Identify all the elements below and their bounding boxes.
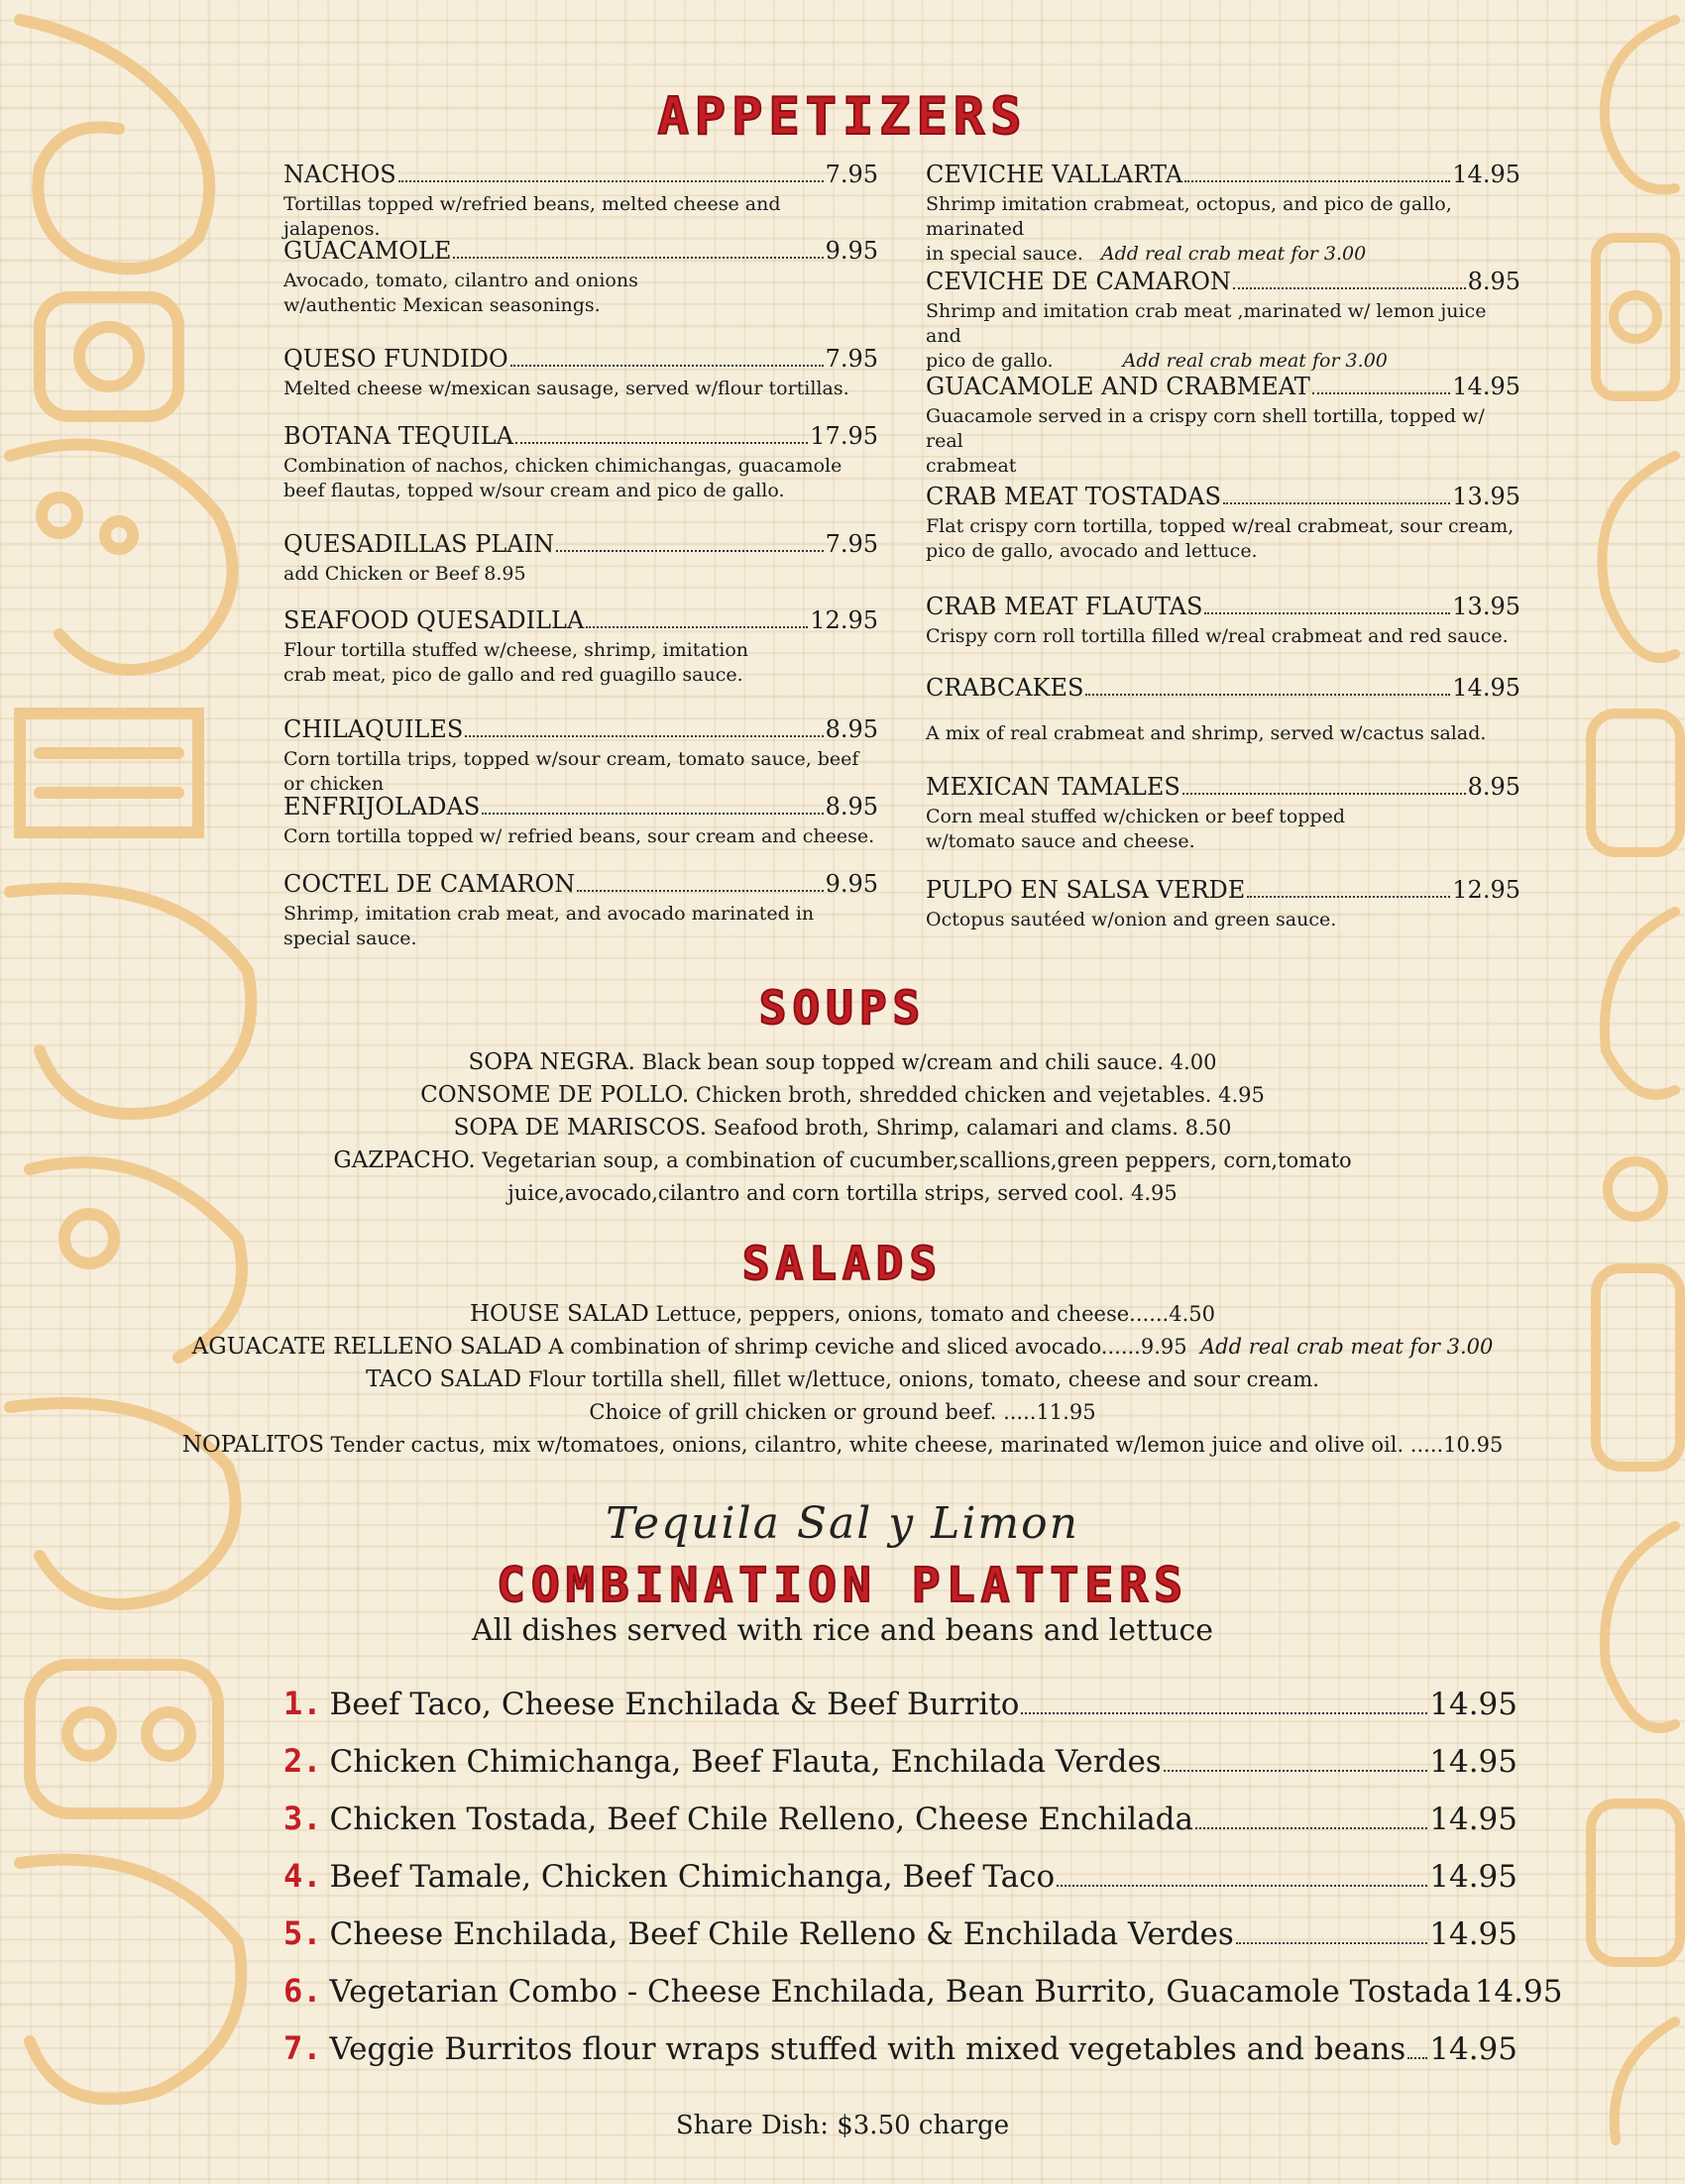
combo-text: Cheese Enchilada, Beef Chile Relleno & Enchilada Verdes	[329, 1916, 1234, 1952]
item-price: 7.95	[825, 161, 878, 188]
salad-item: NOPALITOS Tender cactus, mix w/tomatoes, onions, cilantro, white cheese, marinated w/lemon juice and olive oil. .....10.95	[181, 1432, 1504, 1458]
menu-item	[926, 773, 1520, 854]
menu-item	[283, 715, 878, 797]
item-price: 12.95	[810, 606, 878, 634]
item-name: SEAFOOD QUESADILLA	[283, 606, 585, 634]
item-description: Crispy corn roll tortilla filled w/real crabmeat and red sauce.	[926, 625, 1509, 647]
combo-price: 14.95	[1429, 1687, 1517, 1722]
item-description: Tortillas topped w/refried beans, melted cheese and jalapenos.	[283, 193, 781, 240]
soups-heading: SOUPS	[758, 981, 927, 1035]
item-description: add Chicken or Beef 8.95	[283, 563, 526, 585]
item-price: 9.95	[825, 237, 878, 265]
soup-item: CONSOME DE POLLO. Chicken broth, shredded chicken and vejetables. 4.95	[420, 1082, 1265, 1108]
menu-item	[283, 422, 878, 503]
soup-item: SOPA NEGRA. Black bean soup topped w/cream and chili sauce. 4.00	[468, 1049, 1217, 1075]
leader-dots	[1184, 180, 1450, 182]
item-name: CEVICHE VALLARTA	[926, 161, 1183, 188]
combo-number: 4.	[283, 1857, 322, 1895]
combo-text: Chicken Chimichanga, Beef Flauta, Enchilada Verdes	[329, 1744, 1162, 1780]
leader-dots	[1195, 1827, 1427, 1829]
combo-text: Chicken Tostada, Beef Chile Relleno, Cheese Enchilada	[329, 1802, 1194, 1837]
combo-number: 6.	[283, 1972, 322, 2010]
leader-dots	[398, 180, 824, 182]
combo-item	[283, 1972, 1563, 2011]
leader-dots	[1164, 1770, 1428, 1772]
menu-item	[283, 237, 878, 318]
menu-item	[926, 268, 1520, 374]
item-name: COCTEL DE CAMARON	[283, 870, 576, 898]
combo-price: 14.95	[1429, 1916, 1517, 1952]
combo-price: 14.95	[1429, 1744, 1517, 1780]
item-name: GUACAMOLE	[283, 237, 452, 265]
menu-item	[926, 373, 1520, 479]
leader-dots	[1233, 287, 1466, 289]
item-price: 7.95	[825, 345, 878, 373]
menu-item	[926, 161, 1520, 267]
item-description: Flour tortilla stuffed w/cheese, shrimp, imitation crab meat, pico de gallo and red guagillo sauce.	[283, 639, 749, 686]
leader-dots	[556, 550, 823, 552]
salad-item: Choice of grill chicken or ground beef. .....11.95	[589, 1400, 1096, 1424]
menu-item	[283, 161, 878, 242]
leader-dots	[1312, 392, 1451, 394]
item-price: 8.95	[1467, 773, 1520, 801]
item-description: A mix of real crabmeat and shrimp, served w/cactus salad.	[926, 722, 1487, 744]
item-price: 12.95	[1452, 876, 1520, 904]
combo-price: 14.95	[1429, 1859, 1517, 1895]
soup-item: SOPA DE MARISCOS. Seafood broth, Shrimp, calamari and clams. 8.50	[453, 1115, 1232, 1141]
menu-item	[283, 530, 878, 587]
combo-number: 7.	[283, 2029, 322, 2067]
combo-item	[283, 1857, 1517, 1896]
combo-number: 1.	[283, 1685, 322, 1722]
combo-price: 14.95	[1429, 2031, 1517, 2067]
item-price: 8.95	[1467, 268, 1520, 295]
menu-item	[283, 870, 878, 951]
combo-item	[283, 1800, 1517, 1838]
salad-item: AGUACATE RELLENO SALAD A combination of shrimp ceviche and sliced avocado......9.95 Add real crab meat for 3.00	[191, 1334, 1494, 1360]
leader-dots	[586, 626, 808, 628]
item-name: CRAB MEAT TOSTADAS	[926, 483, 1221, 510]
item-description: Shrimp, imitation crab meat, and avocado marinated in special sauce.	[283, 903, 815, 949]
leader-dots	[1247, 896, 1450, 898]
menu-item	[283, 793, 878, 849]
item-name: NACHOS	[283, 161, 396, 188]
item-price: 14.95	[1452, 674, 1520, 702]
leader-dots	[515, 442, 808, 444]
combo-subtitle: All dishes served with rice and beans and lettuce	[471, 1613, 1214, 1648]
leader-dots	[1204, 612, 1450, 614]
menu-item	[926, 593, 1520, 649]
item-name: QUESO FUNDIDO	[283, 345, 508, 373]
leader-dots	[1182, 793, 1466, 795]
item-name: CRAB MEAT FLAUTAS	[926, 593, 1203, 620]
item-description: Corn tortilla trips, topped w/sour cream, tomato sauce, beef or chicken	[283, 748, 859, 795]
soup-item: GAZPACHO. Vegetarian soup, a combination of cucumber,scallions,green peppers, corn,tomato	[333, 1147, 1352, 1173]
menu-item	[926, 876, 1520, 932]
combo-text: Vegetarian Combo - Cheese Enchilada, Bean Burrito, Guacamole Tostada	[329, 1974, 1471, 2010]
item-description: Shrimp imitation crabmeat, octopus, and pico de gallo, marinated in special sauce. Add real crab meat for 3.00	[926, 193, 1452, 265]
item-note: Add real crab meat for 3.00	[1122, 350, 1388, 372]
item-description: Shrimp and imitation crab meat ,marinated w/ lemon juice and pico de gallo. Add real crab meat for 3.00	[926, 300, 1487, 372]
combo-price: 14.95	[1429, 1802, 1517, 1837]
item-price: 7.95	[825, 530, 878, 558]
leader-dots	[1021, 1712, 1427, 1714]
leader-dots	[577, 890, 823, 892]
item-description: Melted cheese w/mexican sausage, served w/flour tortillas.	[283, 378, 849, 399]
combo-price: 14.95	[1474, 1974, 1563, 2010]
combo-item	[283, 1914, 1517, 1953]
item-description: Flat crispy corn tortilla, topped w/real crabmeat, sour cream, pico de gallo, avocado and lettuce.	[926, 515, 1515, 562]
salads-list	[0, 1298, 1685, 1462]
combo-text: Veggie Burritos flour wraps stuffed with mixed vegetables and beans	[329, 2031, 1406, 2067]
soups-list	[0, 1046, 1685, 1210]
combo-text: Beef Taco, Cheese Enchilada & Beef Burrito	[329, 1687, 1020, 1722]
leader-dots	[510, 365, 824, 367]
menu-item	[283, 345, 878, 401]
combo-item	[283, 2029, 1517, 2068]
salads-heading: SALADS	[741, 1237, 944, 1290]
restaurant-name: Tequila Sal y Limon	[606, 1498, 1079, 1549]
item-description: Corn meal stuffed w/chicken or beef topped w/tomato sauce and cheese.	[926, 806, 1345, 852]
item-price: 8.95	[825, 715, 878, 743]
combination-platters-heading: COMBINATION PLATTERS	[497, 1558, 1188, 1613]
salad-item: TACO SALAD Flour tortilla shell, fillet w/lettuce, onions, tomato, cheese and sour cream.	[366, 1366, 1319, 1392]
combo-item	[283, 1742, 1517, 1781]
leader-dots	[482, 813, 823, 815]
item-name: MEXICAN TAMALES	[926, 773, 1180, 801]
combo-text: Beef Tamale, Chicken Chimichanga, Beef Taco	[329, 1859, 1056, 1895]
item-name: CRABCAKES	[926, 674, 1084, 702]
item-name: GUACAMOLE AND CRABMEAT	[926, 373, 1310, 400]
item-name: CHILAQUILES	[283, 715, 464, 743]
combo-number: 3.	[283, 1800, 322, 1837]
leader-dots	[453, 257, 823, 259]
salad-item: HOUSE SALAD Lettuce, peppers, onions, tomato and cheese......4.50	[470, 1301, 1215, 1327]
leader-dots	[465, 735, 823, 737]
leader-dots	[1407, 2057, 1427, 2059]
salad-note: Add real crab meat for 3.00	[1199, 1335, 1494, 1359]
item-name: ENFRIJOLADAS	[283, 793, 481, 820]
item-price: 13.95	[1452, 593, 1520, 620]
item-description: Combination of nachos, chicken chimichangas, guacamole beef flautas, topped w/sour cream and pico de gallo.	[283, 455, 842, 501]
item-description: Corn tortilla topped w/ refried beans, sour cream and cheese.	[283, 825, 875, 847]
item-note: Add real crab meat for 3.00	[1100, 243, 1367, 265]
item-name: PULPO EN SALSA VERDE	[926, 876, 1246, 904]
item-description: Avocado, tomato, cilantro and onions w/authentic Mexican seasonings.	[283, 270, 638, 316]
item-price: 14.95	[1452, 373, 1520, 400]
item-description: Octopus sautéed w/onion and green sauce.	[926, 909, 1337, 930]
leader-dots	[1236, 1942, 1427, 1944]
item-price: 8.95	[825, 793, 878, 820]
item-price: 13.95	[1452, 483, 1520, 510]
item-name: BOTANA TEQUILA	[283, 422, 513, 450]
item-name: QUESADILLAS PLAIN	[283, 530, 555, 558]
leader-dots	[1223, 502, 1450, 504]
combo-number: 2.	[283, 1742, 322, 1780]
item-description: Guacamole served in a crispy corn shell tortilla, topped w/ real crabmeat	[926, 405, 1485, 477]
item-price: 9.95	[825, 870, 878, 898]
leader-dots	[1057, 1885, 1427, 1887]
item-price: 17.95	[810, 422, 878, 450]
menu-item	[926, 674, 1520, 746]
menu-item	[283, 606, 878, 688]
item-price: 14.95	[1452, 161, 1520, 188]
appetizers-heading: APPETIZERS	[657, 87, 1028, 147]
combo-number: 5.	[283, 1914, 322, 1952]
soup-item: juice,avocado,cilantro and corn tortilla strips, served cool. 4.95	[507, 1181, 1178, 1205]
share-dish-note: Share Dish: $3.50 charge	[675, 2111, 1010, 2140]
menu-item	[926, 483, 1520, 564]
combo-item	[283, 1685, 1517, 1723]
item-name: CEVICHE DE CAMARON	[926, 268, 1231, 295]
leader-dots	[1085, 694, 1450, 696]
